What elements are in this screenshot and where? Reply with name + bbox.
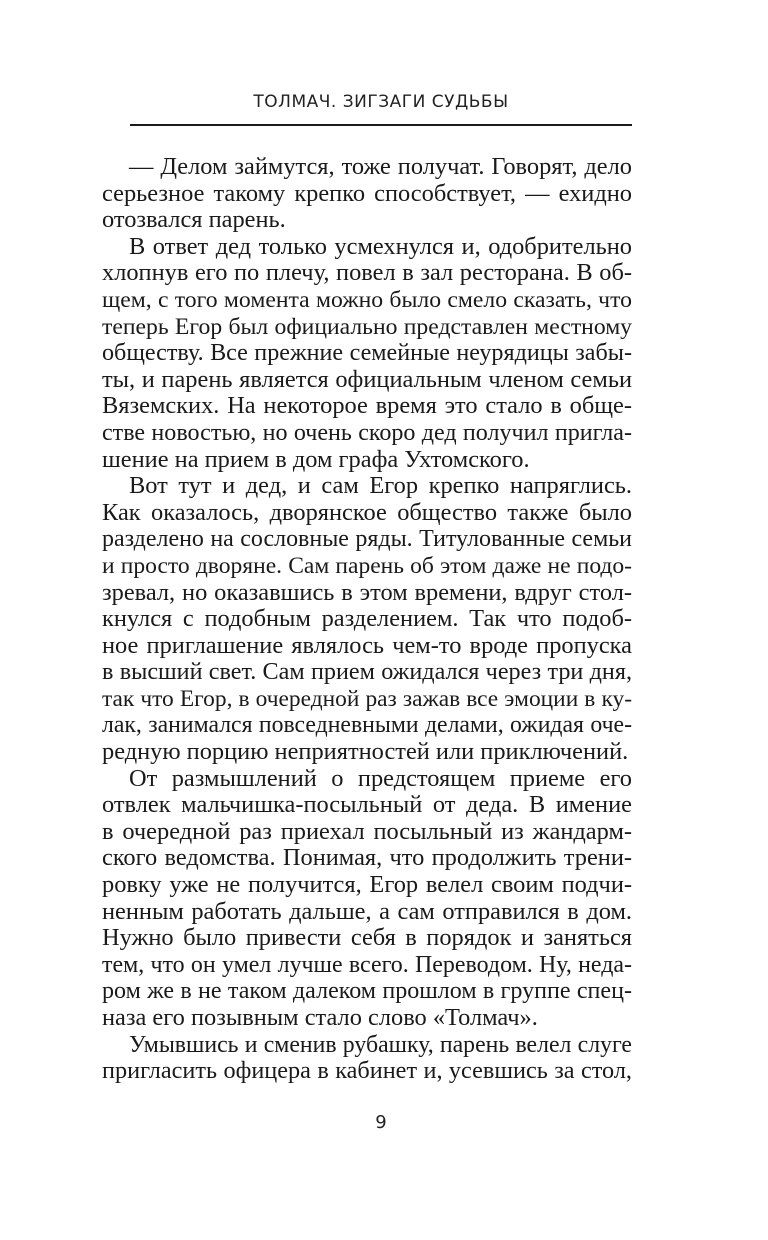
paragraph <box>102 154 632 234</box>
text-line: Вот тут и дед, и сам Егор крепко напряглись. <box>129 472 632 500</box>
paragraph <box>102 1032 632 1085</box>
text-line: От размышлений о предстоящем приеме его <box>129 764 632 792</box>
text-line: ненным работать дальше, а сам отправился в дом. <box>102 897 632 925</box>
text-line: в очередной раз приехал посыльный из жандарм- <box>102 817 632 845</box>
text-line: зревал, но оказавшись в этом времени, вдруг стол- <box>102 578 632 606</box>
text-line: ное приглашение являлось чем-то вроде пропуска <box>102 631 632 659</box>
text-line: разделено на сословные ряды. Титулованные семьи <box>102 526 632 553</box>
text-line: ского ведомства. Понимая, что продолжить трени- <box>102 844 632 872</box>
paragraph <box>102 766 632 1032</box>
text-line: Умывшись и сменив рубашку, парень велел слуге <box>129 1031 632 1058</box>
text-line: Вяземских. На некоторое время это стало в обще- <box>102 392 632 420</box>
text-line: обществу. Все прежние семейные неурядицы забы- <box>102 340 632 367</box>
paragraph <box>102 473 632 766</box>
text-line: в высший свет. Сам прием ожидался через три дня, <box>102 658 632 686</box>
text-line: теперь Егор был официально представлен местному <box>102 313 632 340</box>
header-divider <box>130 124 632 126</box>
text-line: В ответ дед только усмехнулся и, одобрительно <box>129 232 632 260</box>
text-line: серьезное такому крепко способствует, — ехидно <box>102 179 632 207</box>
text-line: Нужно было привести себя в порядок и заняться <box>102 924 632 952</box>
text-line: — Делом займутся, тоже получат. Говорят, дело <box>129 153 632 180</box>
text-line: ровку уже не получится, Егор велел своим подчи- <box>102 871 632 899</box>
text-line: ром же в не таком далеком прошлом в группе спец- <box>102 978 632 1005</box>
text-line: отвлек мальчишка-посыльный от деда. В имение <box>102 791 632 819</box>
text-line: хлопнув его по плечу, повел в зал ресторана. В об- <box>102 259 632 287</box>
text-line: стве новостью, но очень скоро дед получил пригла- <box>102 419 632 446</box>
text-line: и просто дворяне. Сам парень об этом даже не подо- <box>102 552 632 579</box>
text-line: так что Егор, в очередной раз зажав все эмоции в ку- <box>102 685 632 712</box>
paragraph <box>102 234 632 473</box>
body-text <box>102 154 632 1085</box>
text-line: Как оказалось, дворянское общество также было <box>102 498 632 526</box>
running-head-title: ТОЛМАЧ. ЗИГЗАГИ СУДЬБЫ <box>253 92 509 112</box>
text-line: отозвался парень. <box>102 206 286 234</box>
text-line: ты, и парень является официальным членом семьи <box>102 365 632 393</box>
text-line: тем, что он умел лучше всего. Переводом. Ну, неда- <box>102 951 632 978</box>
text-line: щем, с того момента можно было смело сказать, что <box>102 286 632 313</box>
text-line: шение на прием в дом графа Ухтомского. <box>102 445 530 473</box>
text-line: кнулся с подобным разделением. Так что подоб- <box>102 605 632 633</box>
text-line: наза его позывным стало слово «Толмач». <box>102 1004 538 1031</box>
text-line: лак, занимался повседневными делами, ожидая оче- <box>102 712 632 739</box>
page-number: 9 <box>375 1112 387 1133</box>
text-line: редную порцию неприятностей или приключений. <box>102 738 629 766</box>
text-line: пригласить офицера в кабинет и, усевшись за стол, <box>102 1057 632 1085</box>
